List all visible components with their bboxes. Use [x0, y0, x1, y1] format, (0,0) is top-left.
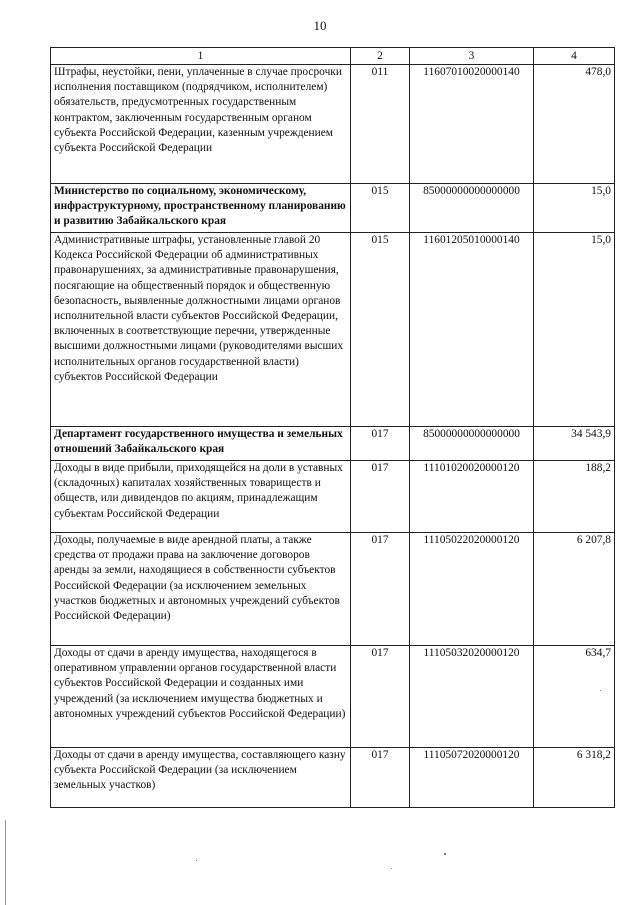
admin-code: 017: [351, 427, 410, 461]
amount: 6 207,8: [534, 533, 615, 646]
department-name: Департамент государственного имущества и земельных отношений Забайкальского края: [51, 427, 351, 461]
table-row: [51, 461, 615, 533]
revenue-name: Доходы, получаемые в виде арендной платы, а также средства от продажи права на заключение договоров аренды за земли, находящиеся в собственности субъектов Российской Федерации (за исключением земельных участков бюджетных и автономных учреждений субъектов Российской Федерации): [51, 533, 351, 646]
page-number: 10: [313, 18, 327, 33]
budget-classification-code: 11607010020000140: [410, 65, 534, 184]
revenue-name: Доходы от сдачи в аренду имущества, находящегося в оперативном управлении органов государственной власти субъектов Российской Федерации и созданных ими учреждений (за исключением имущества бюджетных и автономных учреждений субъектов Российской Федерации): [51, 646, 351, 748]
budget-classification-code: 11105072020000120: [410, 748, 534, 808]
amount: 634,7: [534, 646, 615, 748]
table-row: [51, 427, 615, 461]
budget-classification-code: 11601205010000140: [410, 233, 534, 427]
admin-code: 017: [351, 461, 410, 533]
budget-classification-code: 11101020020000120: [410, 461, 534, 533]
table-row: [51, 65, 615, 184]
column-header: 3: [410, 48, 534, 65]
admin-code: 017: [351, 533, 410, 646]
admin-code: 017: [351, 748, 410, 808]
budget-classification-code: 85000000000000000: [410, 184, 534, 233]
revenue-name: Доходы в виде прибыли, приходящейся на доли в уставных (складочных) капиталах хозяйственных товариществ и обществ, или дивидендов по акциям, принадлежащим субъектам Российской Федерации: [51, 461, 351, 533]
amount: 15,0: [534, 233, 615, 427]
amount: 6 318,2: [534, 748, 615, 808]
column-header: 4: [534, 48, 615, 65]
admin-code: 015: [351, 233, 410, 427]
amount: 15,0: [534, 184, 615, 233]
table-row: [51, 646, 615, 748]
table-row: [51, 533, 615, 646]
budget-classification-code: 11105022020000120: [410, 533, 534, 646]
admin-code: 017: [351, 646, 410, 748]
amount: 188,2: [534, 461, 615, 533]
column-header: 2: [351, 48, 410, 65]
admin-code: 015: [351, 184, 410, 233]
budget-classification-code: 85000000000000000: [410, 427, 534, 461]
table-row: [51, 748, 615, 808]
budget-classification-code: 11105032020000120: [410, 646, 534, 748]
scan-edge-shadow: [5, 820, 6, 905]
revenue-name: Административные штрафы, установленные главой 20 Кодекса Российской Федерации об административных правонарушениях, за административные правонарушения, посягающие на общественный порядок и общественную безопасность, выявленные должностными лицами органов исполнительной власти субъектов Российской Федерации, включенных в соответствующие перечни, утвержденные высшими должностными лицами (руководителями высших исполнительных органов государственной власти) субъектов Российской Федерации: [51, 233, 351, 427]
admin-code: 011: [351, 65, 410, 184]
revenue-name: Штрафы, неустойки, пени, уплаченные в случае просрочки исполнения поставщиком (подрядчиком, исполнителем) обязательств, предусмотренных государственным контрактом, заключенным государственным органом субъекта Российской Федерации, казенным учреждением субъекта Российской Федерации: [51, 65, 351, 184]
department-name: Министерство по социальному, экономическому, инфраструктурному, пространственному планированию и развитию Забайкальского края: [51, 184, 351, 233]
amount: 478,0: [534, 65, 615, 184]
revenue-name: Доходы от сдачи в аренду имущества, составляющего казну субъекта Российской Федерации (за исключением земельных участков): [51, 748, 351, 808]
revenue-table: [50, 47, 615, 808]
column-header: 1: [51, 48, 351, 65]
table-header-row: [51, 48, 615, 65]
amount: 34 543,9: [534, 427, 615, 461]
table-row: [51, 233, 615, 427]
table-row: [51, 184, 615, 233]
